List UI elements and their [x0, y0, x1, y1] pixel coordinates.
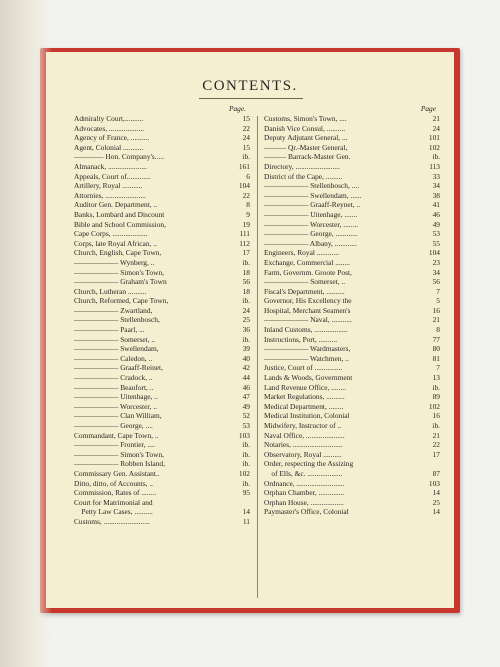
- entry-title: Petty Law Cases, ..........: [74, 507, 153, 517]
- entry-title: —————— Somerset, ..: [74, 334, 156, 344]
- entry-page-number: ib.: [242, 478, 250, 488]
- contents-entry: [74, 143, 250, 153]
- entry-page-number: 13: [432, 373, 440, 383]
- entry-title: Notaries, ...........................: [264, 440, 343, 450]
- contents-entry: [74, 162, 250, 172]
- contents-entry: [74, 517, 250, 527]
- entry-title: Market Regulations, ..........: [264, 392, 345, 402]
- title-rule: [199, 98, 303, 99]
- contents-entry: [74, 124, 250, 134]
- entry-page-number: 112: [239, 238, 250, 248]
- entry-page-number: 56: [432, 277, 440, 287]
- entry-title: Court for Matrimonial and: [74, 497, 153, 507]
- entry-page-number: 22: [242, 123, 250, 133]
- entry-title: Commission, Rates of ........: [74, 488, 157, 498]
- entry-title: Observatory, Royal ..........: [264, 449, 342, 459]
- right-column: [264, 104, 440, 517]
- entry-page-number: 89: [432, 392, 440, 402]
- entry-title: Admiralty Court,..........: [74, 114, 144, 123]
- entry-title: Ditto, ditto, of Accounts, ..: [74, 478, 154, 488]
- contents-entry: [74, 469, 250, 479]
- entry-title: —————— Wynberg, ..: [74, 257, 155, 267]
- entry-page-number: 22: [432, 440, 440, 450]
- entry-title: Appeals, Court of.............: [74, 171, 151, 181]
- entry-page-number: 52: [242, 411, 250, 421]
- contents-entry: [74, 498, 250, 508]
- contents-entry: [74, 172, 250, 182]
- entry-title: Naval Office, .....................: [264, 430, 345, 440]
- entry-page-number: 7: [436, 286, 440, 296]
- entry-title: Artillery, Royal ...........: [74, 181, 143, 191]
- entry-title: Almanack, .....................: [74, 161, 147, 171]
- contents-entry: [74, 133, 250, 143]
- contents-entry: [264, 469, 440, 479]
- entry-title: Medical Department, ........: [264, 401, 344, 411]
- entry-page-number: 102: [238, 468, 250, 478]
- contents-entry: [264, 229, 440, 239]
- contents-entry: [74, 421, 250, 431]
- entry-page-number: 21: [432, 430, 440, 440]
- entry-page-number: 103: [428, 478, 440, 488]
- entry-title: Orphan Chamber, ..............: [264, 488, 345, 498]
- entry-page-number: 34: [432, 181, 440, 191]
- contents-entry: [264, 181, 440, 191]
- entry-page-number: ib.: [432, 382, 440, 392]
- contents-entry: [74, 287, 250, 297]
- contents-entry: [74, 411, 250, 421]
- entry-title: of Ells, &c. ...................: [264, 468, 343, 478]
- entry-page-number: 55: [432, 238, 440, 248]
- contents-entry: [264, 392, 440, 402]
- entry-page-number: 47: [242, 392, 250, 402]
- contents-entry: [264, 450, 440, 460]
- entry-page-number: 103: [238, 430, 250, 440]
- contents-entry: [74, 363, 250, 373]
- contents-entry: [74, 392, 250, 402]
- contents-entry: [264, 191, 440, 201]
- entry-page-number: 41: [432, 200, 440, 210]
- entry-title: Customs, Simon's Town, ....: [264, 114, 347, 123]
- entry-page-number: 87: [432, 468, 440, 478]
- contents-entry: [74, 373, 250, 383]
- entry-page-number: 14: [432, 507, 440, 517]
- entry-title: District of the Cape, .........: [264, 171, 343, 181]
- contents-entry: [74, 335, 250, 345]
- entry-title: Bible and School Commission,: [74, 219, 166, 229]
- contents-entry: [74, 479, 250, 489]
- column-divider: [257, 116, 258, 598]
- contents-entry: [74, 181, 250, 191]
- entry-title: —————— Swellendam,: [74, 344, 159, 354]
- contents-entry: [74, 200, 250, 210]
- entry-title: —————— Naval, ...........: [264, 315, 352, 325]
- entry-title: Church, Lutheran ..........: [74, 286, 147, 296]
- contents-entry: [74, 431, 250, 441]
- entry-page-number: ib.: [242, 459, 250, 469]
- entry-title: Farm, Governm. Groote Post,: [264, 267, 352, 277]
- contents-entry: [264, 363, 440, 373]
- entry-title: —————— Worcester, ........: [264, 219, 359, 229]
- contents-entry: [74, 268, 250, 278]
- entry-title: ——— Barrack-Master Gen.: [264, 152, 351, 162]
- entry-title: Governor, His Excellency the: [264, 296, 352, 306]
- contents-entry: [74, 354, 250, 364]
- contents-entry: [74, 450, 250, 460]
- contents-entry: [264, 383, 440, 393]
- entry-page-number: 11: [242, 516, 250, 526]
- entry-title: —————— Graham's Town: [74, 277, 167, 287]
- entry-title: Church, Reformed, Cape Town,: [74, 296, 169, 306]
- entry-page-number: 44: [242, 373, 250, 383]
- entry-page-number: 15: [242, 114, 250, 123]
- entry-page-number: 33: [432, 171, 440, 181]
- contents-entry: [264, 258, 440, 268]
- left-page-header: Page.: [228, 104, 246, 113]
- contents-entry: [264, 306, 440, 316]
- contents-entry: [264, 114, 440, 124]
- right-page-header: Page: [420, 104, 436, 113]
- entry-title: Medical Institution, Colonial: [264, 411, 350, 421]
- contents-entry: [74, 315, 250, 325]
- contents-entry: [264, 354, 440, 364]
- entry-page-number: 161: [238, 161, 250, 171]
- entry-title: Agent, Colonial ...........: [74, 142, 144, 152]
- contents-entry: [264, 124, 440, 134]
- entry-page-number: 102: [428, 142, 440, 152]
- entry-page-number: 102: [428, 401, 440, 411]
- contents-entry: [264, 373, 440, 383]
- contents-entry: [74, 296, 250, 306]
- entry-title: —————— Wardmasters,: [264, 344, 351, 354]
- entry-page-number: 95: [242, 488, 250, 498]
- entry-title: Justice, Court of ...............: [264, 363, 343, 373]
- entry-title: Danish Vice Consul, ..........: [264, 123, 346, 133]
- entry-title: Advocates, ...................: [74, 123, 144, 133]
- contents-entry: [264, 133, 440, 143]
- entry-title: —————— Stellenbosch,: [74, 315, 160, 325]
- contents-entry: [264, 411, 440, 421]
- contents-entry: [264, 277, 440, 287]
- contents-entry: [264, 402, 440, 412]
- entry-page-number: 80: [432, 344, 440, 354]
- entry-title: —————— Caledon, ..: [74, 353, 153, 363]
- entry-title: —————— Zwartland,: [74, 305, 153, 315]
- entry-page-number: 49: [432, 219, 440, 229]
- entry-page-number: 104: [428, 248, 440, 258]
- entry-page-number: 104: [238, 181, 250, 191]
- contents-entry: [264, 335, 440, 345]
- page-title: CONTENTS.: [202, 78, 298, 94]
- entry-title: Hospital, Merchant Seamen's: [264, 305, 351, 315]
- entry-page-number: 49: [242, 401, 250, 411]
- contents-entry: [264, 315, 440, 325]
- contents-entry: [264, 162, 440, 172]
- contents-entry: [74, 229, 250, 239]
- entry-page-number: 21: [432, 114, 440, 123]
- entry-page-number: 56: [242, 277, 250, 287]
- contents-entry: [264, 287, 440, 297]
- entry-title: Paymaster's Office, Colonial: [264, 507, 349, 517]
- entry-page-number: 23: [432, 257, 440, 267]
- entry-page-number: 101: [428, 133, 440, 143]
- entry-page-number: 5: [436, 296, 440, 306]
- contents-entry: [264, 498, 440, 508]
- contents-entry: [74, 459, 250, 469]
- entry-title: Commandant, Cape Town, ..: [74, 430, 159, 440]
- entry-title: Engineers, Royal ............: [264, 248, 339, 258]
- contents-entry: [264, 172, 440, 182]
- entry-page-number: 25: [432, 497, 440, 507]
- entry-page-number: 8: [436, 325, 440, 335]
- entry-page-number: 8: [246, 200, 250, 210]
- entry-page-number: [228, 498, 250, 508]
- entry-page-number: ib.: [432, 152, 440, 162]
- entry-title: —————— Simon's Town,: [74, 449, 164, 459]
- entry-page-number: [418, 459, 440, 469]
- entry-title: —————— Swellendam, ......: [264, 190, 362, 200]
- contents-entry: [74, 239, 250, 249]
- entry-title: Land Revenue Office, ........: [264, 382, 346, 392]
- entry-page-number: 81: [432, 353, 440, 363]
- contents-entry: [74, 325, 250, 335]
- entry-page-number: 53: [242, 421, 250, 430]
- entry-title: Exchange, Commercial ........: [264, 257, 350, 267]
- contents-entry: [74, 488, 250, 498]
- entry-page-number: ib.: [242, 152, 250, 162]
- contents-entry: [74, 306, 250, 316]
- contents-entry: [74, 258, 250, 268]
- entry-page-number: 17: [432, 449, 440, 459]
- entry-title: —————— George, ....: [74, 421, 153, 430]
- entry-title: —————— Albany, ............: [264, 238, 357, 248]
- entry-page-number: 19: [242, 219, 250, 229]
- entry-title: Church, English, Cape Town,: [74, 248, 162, 258]
- entry-page-number: 111: [239, 229, 250, 239]
- entry-page-number: 18: [242, 267, 250, 277]
- entry-title: Corps, late Royal African, ..: [74, 238, 157, 248]
- contents-entry: [264, 488, 440, 498]
- entry-page-number: ib.: [242, 296, 250, 306]
- entry-title: —————— Beaufort, ..: [74, 382, 154, 392]
- entry-page-number: 16: [432, 411, 440, 421]
- entry-title: Directory, ........................: [264, 161, 340, 171]
- entry-title: —————— Graaff-Reinet,: [74, 363, 163, 373]
- contents-entry: [74, 344, 250, 354]
- entry-page-number: 77: [432, 334, 440, 344]
- entry-title: —————— George, ............: [264, 229, 358, 239]
- contents-entry: [264, 507, 440, 517]
- contents-entry: [264, 296, 440, 306]
- entry-page-number: 24: [242, 133, 250, 143]
- contents-entry: [264, 459, 440, 469]
- entry-title: Lands & Woods, Government: [264, 373, 353, 383]
- entry-title: Deputy Adjutant General, ...: [264, 133, 348, 143]
- entry-title: Attornies, ......................: [74, 190, 146, 200]
- contents-entry: [74, 383, 250, 393]
- entry-page-number: 46: [242, 382, 250, 392]
- entry-page-number: 14: [432, 488, 440, 498]
- entry-title: —————— Paarl, ...: [74, 325, 145, 335]
- entry-page-number: 24: [242, 305, 250, 315]
- entry-page-number: 40: [242, 353, 250, 363]
- contents-entry: [264, 440, 440, 450]
- entry-title: —————— Simon's Town,: [74, 267, 164, 277]
- entry-page-number: 36: [242, 325, 250, 335]
- contents-entry: [74, 402, 250, 412]
- entry-page-number: 9: [246, 209, 250, 219]
- contents-entry: [74, 440, 250, 450]
- entry-title: —————— Cradock, ..: [74, 373, 153, 383]
- contents-entry: [264, 239, 440, 249]
- entry-title: —————— Uitenhage, ..: [74, 392, 158, 402]
- contents-entry: [264, 431, 440, 441]
- entry-page-number: 39: [242, 344, 250, 354]
- entry-page-number: 42: [242, 363, 250, 373]
- contents-entry: [74, 114, 250, 124]
- entry-title: Order, respecting the Assizing: [264, 459, 354, 469]
- contents-entry: [74, 210, 250, 220]
- contents-entry: [264, 344, 440, 354]
- entry-page-number: 21: [432, 315, 440, 325]
- contents-entry: [264, 220, 440, 230]
- contents-page: [46, 52, 454, 608]
- facing-page-edge: [0, 0, 52, 667]
- contents-entry: [264, 268, 440, 278]
- entry-title: ——— Qr.-Master General,: [264, 142, 348, 152]
- entry-page-number: ib.: [242, 257, 250, 267]
- entry-title: —————— Somerset, ..: [264, 277, 346, 287]
- entry-title: ———— Hon. Company's.....: [74, 152, 165, 162]
- contents-entry: [74, 277, 250, 287]
- entry-title: —————— Stellenbosch, ....: [264, 181, 360, 191]
- entry-page-number: ib.: [242, 449, 250, 459]
- entry-page-number: 46: [432, 209, 440, 219]
- entry-title: Auditor Gen. Department, ..: [74, 200, 158, 210]
- entry-title: —————— Clan William,: [74, 411, 162, 421]
- contents-entry: [74, 248, 250, 258]
- entry-page-number: ib.: [242, 440, 250, 450]
- entry-title: Midwifery, Instructor of ..: [264, 421, 342, 430]
- entry-page-number: 34: [432, 267, 440, 277]
- contents-entry: [264, 143, 440, 153]
- contents-entry: [264, 325, 440, 335]
- entry-title: Inland Customs, ..................: [264, 325, 348, 335]
- contents-entry: [264, 210, 440, 220]
- entry-page-number: ib.: [242, 334, 250, 344]
- entry-title: Commissary Gen. Assistant..: [74, 468, 160, 478]
- entry-title: —————— Robben Island,: [74, 459, 165, 469]
- entry-title: Customs, .........................: [74, 516, 150, 526]
- entry-title: Orphan House, ..................: [264, 497, 344, 507]
- entry-title: Fiscal's Department, ..........: [264, 286, 345, 296]
- contents-entry: [264, 248, 440, 258]
- entry-page-number: ib.: [432, 421, 440, 430]
- entry-page-number: 18: [242, 286, 250, 296]
- contents-entry: [74, 152, 250, 162]
- entry-page-number: 14: [242, 507, 250, 517]
- entry-title: —————— Graaff-Reynet, ..: [264, 200, 361, 210]
- entry-title: Cape Corps, ...................: [74, 229, 148, 239]
- entry-page-number: 24: [432, 123, 440, 133]
- entry-page-number: 22: [242, 190, 250, 200]
- entry-title: —————— Worcester, ..: [74, 401, 157, 411]
- contents-entry: [264, 421, 440, 431]
- entry-page-number: 53: [432, 229, 440, 239]
- entry-page-number: 17: [242, 248, 250, 258]
- entry-title: —————— Uitenhage, .......: [264, 209, 358, 219]
- contents-entry: [264, 479, 440, 489]
- contents-entry: [264, 152, 440, 162]
- entry-title: Agency of France, ..........: [74, 133, 150, 143]
- entry-page-number: 38: [432, 190, 440, 200]
- contents-entry: [74, 191, 250, 201]
- entry-page-number: 16: [432, 305, 440, 315]
- left-column: [74, 104, 250, 527]
- entry-title: —————— Frontier, ....: [74, 440, 155, 450]
- entry-page-number: 7: [436, 363, 440, 373]
- entry-title: Ordnance, ..........................: [264, 478, 345, 488]
- entry-page-number: 25: [242, 315, 250, 325]
- entry-page-number: 15: [242, 142, 250, 152]
- contents-entry: [264, 200, 440, 210]
- entry-page-number: 6: [246, 171, 250, 181]
- entry-page-number: 113: [429, 161, 440, 171]
- entry-title: Banks, Lombard and Discount: [74, 209, 165, 219]
- entry-title: Instructions, Port, ..........: [264, 334, 338, 344]
- contents-entry: [74, 507, 250, 517]
- entry-title: —————— Watchmen, ..: [264, 353, 349, 363]
- contents-entry: [74, 220, 250, 230]
